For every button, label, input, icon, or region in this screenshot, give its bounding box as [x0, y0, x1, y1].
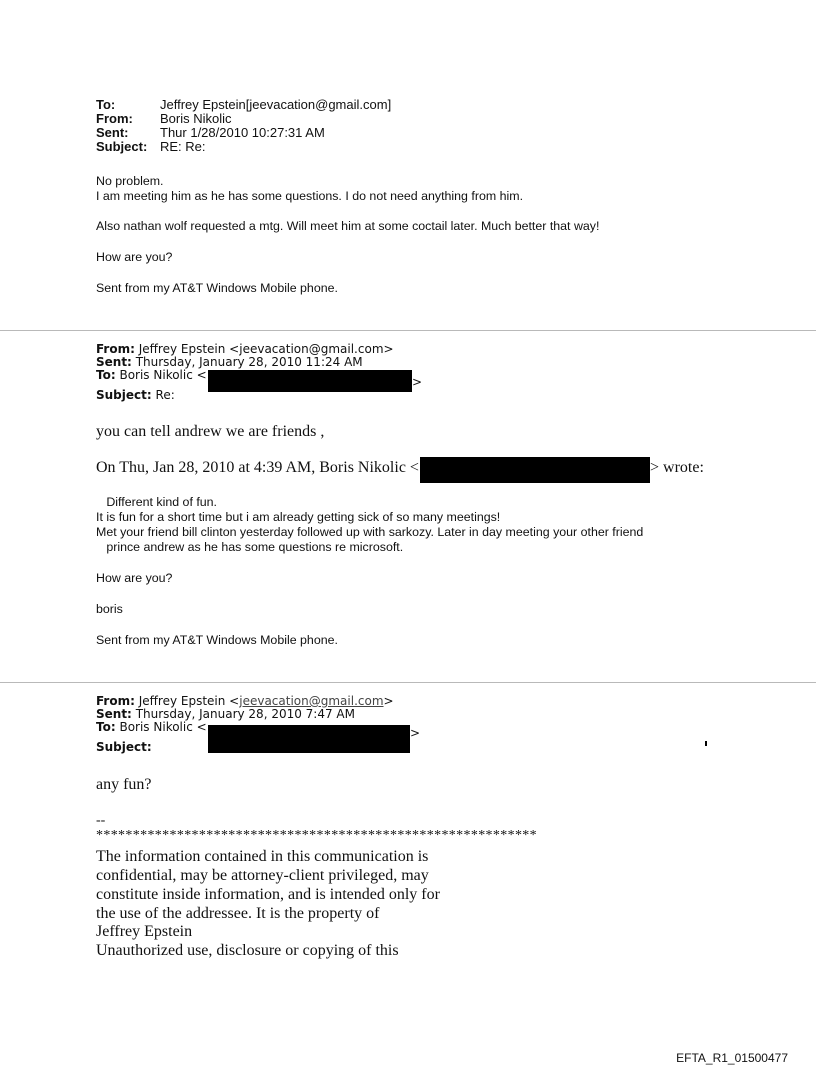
email3-to-line [96, 721, 207, 734]
email3-stars: ************************************************************ [96, 828, 537, 843]
email1-subject-value: RE: Re: [160, 139, 206, 154]
email2-message: you can tell andrew we are friends , [96, 423, 325, 440]
email2-subject-line [96, 389, 175, 402]
email2-to-line [96, 369, 207, 382]
email2-subject-label: Subject: [96, 388, 152, 402]
email2-quoted-line: Met your friend bill clinton yesterday followed up with sarkozy. Later in day meeting your other friend [96, 525, 644, 539]
email1-to-label: To: [96, 97, 116, 112]
email3-subject-label: Subject: [96, 740, 152, 754]
email1-body-line: How are you? [96, 250, 173, 264]
email-separator [0, 330, 816, 331]
email2-quoted-line: boris [96, 602, 123, 616]
email1-body-line: Also nathan wolf requested a mtg. Will meet him at some coctail later. Much better that way! [96, 219, 600, 233]
redaction-box [208, 725, 410, 753]
email3-from-link[interactable]: jeevacation@gmail.com [239, 694, 384, 708]
email2-quoted-line: How are you? [96, 571, 173, 585]
email1-from-value: Boris Nikolic [160, 111, 232, 126]
email3-sig-dash: -- [96, 813, 106, 828]
redaction-box [420, 457, 650, 483]
disclaimer-line: the use of the addressee. It is the property of [96, 905, 380, 922]
redaction-box [208, 370, 412, 392]
email1-body-line: No problem. [96, 174, 164, 188]
email2-from-value: Jeffrey Epstein <jeevacation@gmail.com> [138, 342, 394, 356]
email3-from-label: From: [96, 694, 135, 708]
disclaimer-line: The information contained in this communication is [96, 848, 429, 865]
email1-subject-label: Subject: [96, 139, 148, 154]
email2-sent-label: Sent: [96, 355, 132, 369]
email2-quoted-line: prince andrew as he has some questions re microsoft. [96, 540, 404, 554]
email-separator [0, 682, 816, 683]
email3-to-value: Boris Nikolic < [119, 720, 207, 734]
document-id: EFTA_R1_01500477 [676, 1051, 788, 1065]
email3-from-name: Jeffrey Epstein < [138, 694, 240, 708]
email3-from-close: > [383, 694, 394, 708]
email3-to-label: To: [96, 720, 116, 734]
email2-to-value: Boris Nikolic < [119, 368, 207, 382]
email1-sent-value: Thur 1/28/2010 10:27:31 AM [160, 125, 325, 140]
email1-body-line: I am meeting him as he has some questions. I do not need anything from him. [96, 189, 524, 203]
email3-message: any fun? [96, 776, 152, 793]
email1-from-label: From: [96, 111, 133, 126]
email2-quoted-line: Sent from my AT&T Windows Mobile phone. [96, 633, 338, 647]
disclaimer-line: confidential, may be attorney-client privileged, may [96, 867, 429, 884]
email2-quoted-line: Different kind of fun. [96, 495, 217, 509]
disclaimer-line: constitute inside information, and is intended only for [96, 886, 440, 903]
email2-quote-intro: On Thu, Jan 28, 2010 at 4:39 AM, Boris Nikolic < [96, 459, 419, 476]
email2-quote-wrote: > wrote: [650, 459, 704, 476]
email3-to-close: > [410, 726, 421, 740]
email2-to-label: To: [96, 368, 116, 382]
email1-to-value: Jeffrey Epstein[jeevacation@gmail.com] [160, 97, 392, 112]
email3-sent-label: Sent: [96, 707, 132, 721]
email1-body-line: Sent from my AT&T Windows Mobile phone. [96, 281, 338, 295]
scan-mark [705, 741, 707, 746]
disclaimer-line: Jeffrey Epstein [96, 923, 193, 940]
disclaimer-line: Unauthorized use, disclosure or copying of this [96, 942, 399, 959]
email3-subject-line [96, 741, 152, 754]
email3-sent-value: Thursday, January 28, 2010 7:47 AM [135, 707, 355, 721]
email2-subject-value: Re: [155, 388, 175, 402]
email2-quoted-line: It is fun for a short time but i am already getting sick of so many meetings! [96, 510, 501, 524]
email2-to-close: > [412, 375, 423, 389]
email2-sent-value: Thursday, January 28, 2010 11:24 AM [135, 355, 363, 369]
email2-from-label: From: [96, 342, 135, 356]
email1-sent-label: Sent: [96, 125, 129, 140]
